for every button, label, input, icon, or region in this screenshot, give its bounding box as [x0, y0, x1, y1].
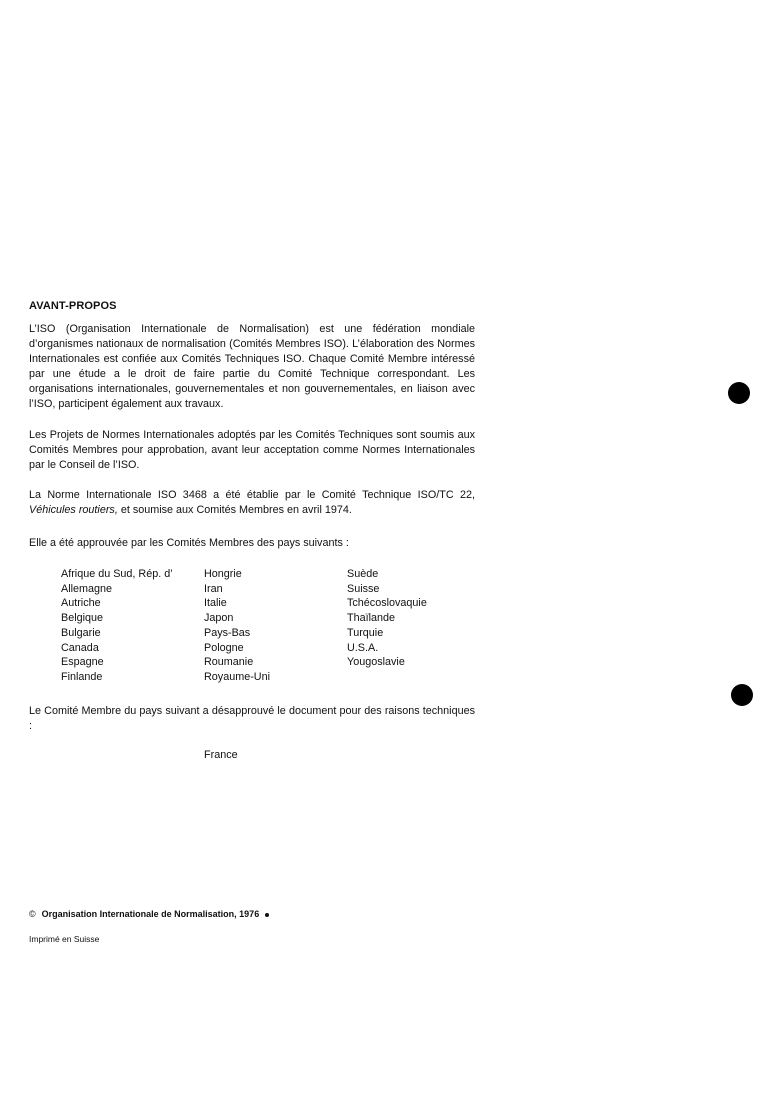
list-item: Afrique du Sud, Rép. d’	[61, 568, 173, 580]
punch-hole-icon	[728, 382, 750, 404]
paragraph-draft-approval: Les Projets de Normes Internationales adoptés par les Comités Techniques sont soumis aux Comités Membres pour approbation, avant leur acceptation comme Normes Internationales par le Conseil de l’ISO.	[29, 429, 475, 471]
paragraph-approved-by: Elle a été approuvée par les Comités Membres des pays suivants :	[29, 537, 349, 549]
paragraph-disapproved-by: Le Comité Membre du pays suivant a désapprouvé le document pour des raisons techniques :	[29, 705, 475, 732]
list-item: Japon	[204, 612, 234, 625]
standard-origin-text-start: La Norme Internationale ISO 3468 a été établie par le Comité Technique ISO/TC 22,	[29, 489, 475, 501]
list-item: Italie	[204, 597, 227, 610]
list-item: Espagne	[61, 656, 104, 669]
list-item: Turquie	[347, 626, 384, 639]
list-item: Yougoslavie	[347, 656, 405, 669]
list-item: Roumanie	[204, 656, 254, 669]
country-list-column-2	[204, 567, 270, 685]
paragraph-standard-origin	[29, 488, 475, 518]
copyright-text: Organisation Internationale de Normalisation, 1976	[41, 909, 260, 919]
list-item: Royaume-Uni	[204, 670, 271, 683]
list-item: Autriche	[61, 597, 101, 610]
bullet-dot-icon	[265, 913, 269, 917]
country-list-column-1	[61, 567, 173, 685]
paragraph-iso-intro: L’ISO (Organisation Internationale de Normalisation) est une fédération mondiale d’organismes nationaux de normalisation (Comités Membres ISO). L’élaboration des Normes Internationales est confiée aux Comités Techniques ISO. Chaque Comité Membre intéressé par une étude a le droit de faire partie du Comité Technique correspondant. Les organisations internationales, gouvernementales et non gouvernementales, en liaison avec l’ISO, participent également aux travaux.	[29, 323, 475, 410]
country-list-column-3	[347, 567, 427, 670]
standard-origin-text-end: et soumise aux Comités Membres en avril 1974.	[117, 504, 352, 516]
list-item: Iran	[204, 582, 223, 595]
list-item: Thaïlande	[347, 612, 396, 625]
list-item: Pays-Bas	[204, 626, 251, 639]
list-item: Suisse	[347, 582, 380, 595]
disapproving-country: France	[204, 749, 238, 761]
committee-title: Véhicules routiers,	[29, 504, 118, 516]
list-item: U.S.A.	[347, 641, 379, 654]
list-item: Pologne	[204, 641, 244, 654]
list-item: Bulgarie	[61, 626, 101, 639]
copyright-icon: ©	[29, 909, 36, 919]
list-item: Finlande	[61, 670, 103, 683]
printed-in-note: Imprimé en Suisse	[29, 934, 100, 944]
list-item: Tchécoslovaquie	[347, 597, 427, 610]
list-item: Hongrie	[204, 568, 242, 580]
punch-hole-icon	[731, 684, 753, 706]
list-item: Suède	[347, 568, 379, 580]
list-item: Belgique	[61, 612, 104, 625]
list-item: Allemagne	[61, 582, 113, 595]
copyright-notice	[29, 909, 269, 919]
page-title: AVANT-PROPOS	[29, 300, 117, 312]
list-item: Canada	[61, 641, 99, 654]
